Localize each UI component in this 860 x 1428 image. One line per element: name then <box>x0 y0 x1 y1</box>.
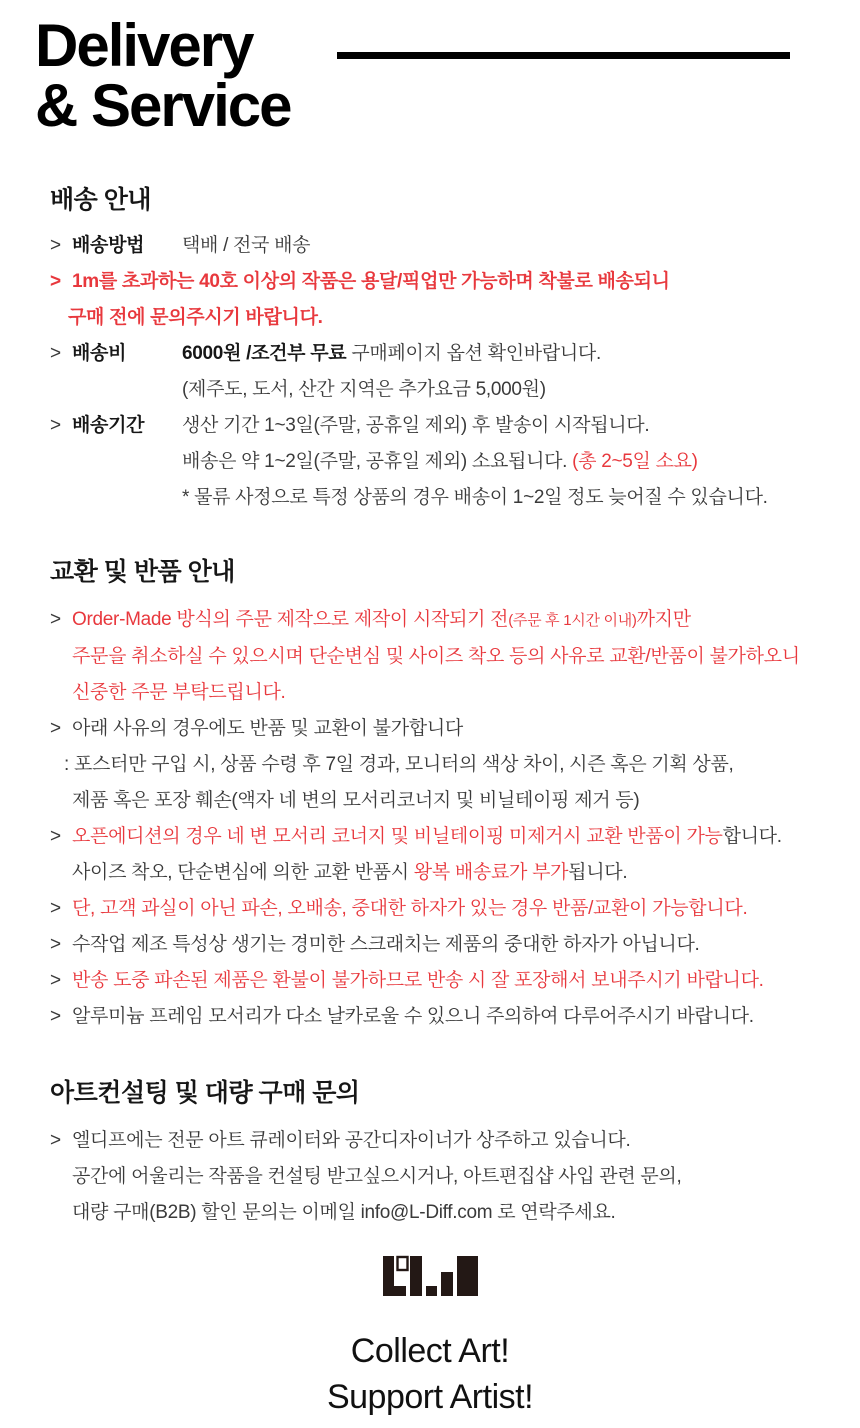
return-packing-text: 반송 도중 파손된 제품은 환불이 불가하므로 반송 시 잘 포장해서 보내주시기 바랍니다. <box>72 970 764 991</box>
exchange-section <box>50 602 860 1035</box>
exchange-section-heading: 교환 및 반품 안내 <box>50 558 235 586</box>
shipping-period-row <box>50 408 860 444</box>
openedition-line2-black2: 됩니다. <box>568 862 628 883</box>
bullet-marker: > <box>50 934 61 955</box>
shipping-method-label: 배송방법 <box>72 235 145 256</box>
shipping-period-row2 <box>50 444 860 480</box>
nonreturn-line3: 제품 혹은 포장 훼손(액자 네 변의 모서리코너지 및 비닐테이핑 제거 등) <box>72 790 640 811</box>
bullet-marker: > <box>50 898 61 919</box>
shipping-period-total-days: (총 2~5일 소요) <box>572 451 698 472</box>
ordermade-row <box>50 602 860 639</box>
consulting-section-heading: 아트컨설팅 및 대량 구매 문의 <box>50 1079 360 1107</box>
openedition-row2 <box>50 855 860 891</box>
ordermade-row3 <box>50 675 860 711</box>
nonreturn-line1: 아래 사유의 경우에도 반품 및 교환이 불가합니다 <box>72 718 463 739</box>
oversize-notice-row <box>50 264 860 300</box>
frame-caution-row <box>50 999 860 1035</box>
scratch-note-row <box>50 927 860 963</box>
bullet-marker: > <box>50 415 61 436</box>
shipping-period-label: 배송기간 <box>72 415 145 436</box>
shipping-method-row <box>50 228 860 264</box>
scratch-note-text: 수작업 제조 특성상 생기는 경미한 스크래치는 제품의 중대한 하자가 아닙니다. <box>72 934 700 955</box>
nonreturn-line2: : 포스터만 구입 시, 상품 수령 후 7일 경과, 모니터의 색상 차이, 시즌 혹은 기획 상품, <box>64 754 734 775</box>
bullet-marker: > <box>50 1006 61 1027</box>
openedition-line1 <box>72 819 860 855</box>
shipping-period-delay-note: * 물류 사정으로 특정 상품의 경우 배송이 1~2일 정도 늦어질 수 있습니다. <box>182 487 768 508</box>
openedition-line1-red: 오픈에디션의 경우 네 변 모서리 코너지 및 비닐테이핑 미제거시 교환 반품이 가능 <box>72 826 723 847</box>
openedition-line2 <box>72 855 860 891</box>
oversize-notice-line2: 구매 전에 문의주시기 바랍니다. <box>68 307 323 328</box>
return-packing-row <box>50 963 860 999</box>
page-title-line2: & Service <box>35 72 291 139</box>
bullet-marker: > <box>50 826 61 847</box>
nonreturn-row2 <box>50 747 860 783</box>
defect-return-row <box>50 891 860 927</box>
slogan-line1: Collect Art! <box>350 1332 510 1370</box>
shipping-fee-extra-row <box>50 372 860 408</box>
ordermade-line3: 신중한 주문 부탁드립니다. <box>72 682 286 703</box>
openedition-line1-black: 합니다. <box>722 826 782 847</box>
bullet-marker: > <box>50 343 61 364</box>
consulting-row1 <box>50 1123 860 1159</box>
title-rule-divider <box>337 52 790 59</box>
shipping-fee-row <box>50 336 860 372</box>
ordermade-line1 <box>72 602 860 639</box>
bullet-marker: > <box>50 1130 61 1151</box>
shipping-fee-value <box>182 336 860 372</box>
frame-caution-text: 알루미늄 프레임 모서리가 다소 날카로울 수 있으니 주의하여 다루어주시기 바랍니다. <box>72 1006 754 1027</box>
consulting-line2: 공간에 어울리는 작품을 컨설팅 받고싶으시거나, 아트편집샵 사입 관련 문의, <box>72 1166 682 1187</box>
l-diff-logo-icon <box>382 1255 478 1297</box>
bullet-marker: > <box>50 718 61 739</box>
bullet-marker: > <box>50 609 61 630</box>
footer-slogan <box>0 1328 860 1420</box>
nonreturn-row3 <box>50 783 860 819</box>
shipping-section-heading: 배송 안내 <box>50 186 152 214</box>
slogan-line2: Support Artist! <box>326 1378 534 1416</box>
consulting-line1: 엘디프에는 전문 아트 큐레이터와 공간디자이너가 상주하고 있습니다. <box>72 1130 631 1151</box>
page-title-line1: Delivery <box>35 12 253 79</box>
ordermade-row2 <box>50 639 860 675</box>
shipping-period-line2-main: 배송은 약 1~2일(주말, 공휴일 제외) 소요됩니다. <box>182 451 573 472</box>
nonreturn-row <box>50 711 860 747</box>
openedition-line2-black1: 사이즈 착오, 단순변심에 의한 교환 반품시 <box>72 862 414 883</box>
shipping-fee-note: 구매페이지 옵션 확인바랍니다. <box>346 343 601 364</box>
footer-logo-wrap <box>0 1255 860 1302</box>
ordermade-line1-small: (주문 후 1시간 이내) <box>508 612 637 629</box>
consulting-row3 <box>50 1195 860 1231</box>
shipping-period-line1: 생산 기간 1~3일(주말, 공휴일 제외) 후 발송이 시작됩니다. <box>182 415 650 436</box>
ordermade-line1-tail: 까지만 <box>636 609 691 630</box>
openedition-row <box>50 819 860 855</box>
shipping-period-line2 <box>182 444 860 480</box>
consulting-section <box>50 1123 860 1231</box>
ordermade-line2: 주문을 취소하실 수 있으시며 단순변심 및 사이즈 착오 등의 사유로 교환/반품이 불가하오니 <box>72 646 800 667</box>
consulting-row2 <box>50 1159 860 1195</box>
shipping-section <box>50 228 860 516</box>
bullet-marker: > <box>50 970 61 991</box>
page-header <box>0 0 860 139</box>
shipping-period-row3 <box>50 480 860 516</box>
oversize-notice-row2 <box>50 300 860 336</box>
openedition-line2-red: 왕복 배송료가 부가 <box>413 862 569 883</box>
shipping-fee-extra: (제주도, 도서, 산간 지역은 추가요금 5,000원) <box>182 379 546 400</box>
consulting-line3: 대량 구매(B2B) 할인 문의는 이메일 info@L-Diff.com 로 연락주세요. <box>72 1202 616 1223</box>
ordermade-line1-main: Order-Made 방식의 주문 제작으로 제작이 시작되기 전 <box>72 609 509 630</box>
shipping-fee-label: 배송비 <box>72 343 127 364</box>
shipping-method-value: 택배 / 전국 배송 <box>182 235 311 256</box>
bullet-marker: > <box>50 271 61 292</box>
oversize-notice-line1: 1m를 초과하는 40호 이상의 작품은 용달/픽업만 가능하며 착불로 배송되니 <box>72 271 670 292</box>
bullet-marker: > <box>50 235 61 256</box>
defect-return-text: 단, 고객 과실이 아닌 파손, 오배송, 중대한 하자가 있는 경우 반품/교환이 가능합니다. <box>72 898 748 919</box>
shipping-fee-amount: 6000원 /조건부 무료 <box>182 343 347 364</box>
